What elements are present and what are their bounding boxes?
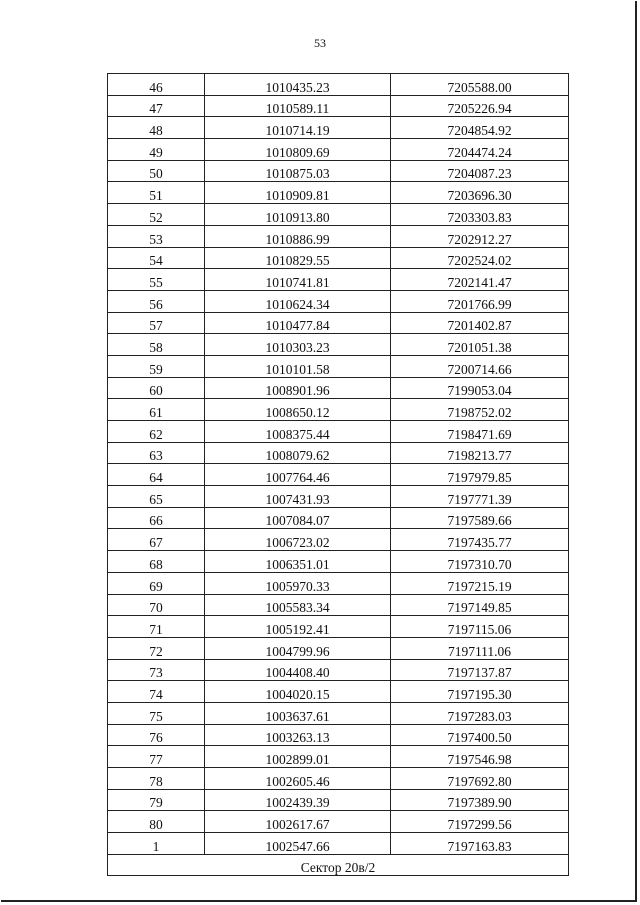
x-coordinate-cell: 1003637.61 xyxy=(205,702,391,724)
x-coordinate-cell: 1010913.80 xyxy=(205,204,391,226)
point-number-cell: 79 xyxy=(108,789,205,811)
x-coordinate-cell: 1004408.40 xyxy=(205,659,391,681)
x-coordinate-cell: 1010809.69 xyxy=(205,139,391,161)
x-coordinate-cell: 1010875.03 xyxy=(205,160,391,182)
y-coordinate-cell: 7197111.06 xyxy=(391,637,569,659)
point-number-cell: 74 xyxy=(108,681,205,703)
y-coordinate-cell: 7200714.66 xyxy=(391,355,569,377)
point-number-cell: 49 xyxy=(108,139,205,161)
table-row xyxy=(108,355,569,377)
y-coordinate-cell: 7201051.38 xyxy=(391,334,569,356)
x-coordinate-cell: 1004020.15 xyxy=(205,681,391,703)
point-number-cell: 73 xyxy=(108,659,205,681)
x-coordinate-cell: 1008079.62 xyxy=(205,442,391,464)
y-coordinate-cell: 7197400.50 xyxy=(391,724,569,746)
point-number-cell: 78 xyxy=(108,768,205,790)
table-row xyxy=(108,182,569,204)
point-number-cell: 58 xyxy=(108,334,205,356)
x-coordinate-cell: 1010435.23 xyxy=(205,74,391,96)
table-row xyxy=(108,768,569,790)
table-row xyxy=(108,247,569,269)
y-coordinate-cell: 7202912.27 xyxy=(391,225,569,247)
table-row xyxy=(108,204,569,226)
point-number-cell: 54 xyxy=(108,247,205,269)
point-number-cell: 63 xyxy=(108,442,205,464)
x-coordinate-cell: 1010829.55 xyxy=(205,247,391,269)
y-coordinate-cell: 7205588.00 xyxy=(391,74,569,96)
table-row xyxy=(108,421,569,443)
point-number-cell: 76 xyxy=(108,724,205,746)
table-row xyxy=(108,681,569,703)
x-coordinate-cell: 1005970.33 xyxy=(205,572,391,594)
point-number-cell: 51 xyxy=(108,182,205,204)
x-coordinate-cell: 1008901.96 xyxy=(205,377,391,399)
point-number-cell: 60 xyxy=(108,377,205,399)
y-coordinate-cell: 7197195.30 xyxy=(391,681,569,703)
coordinates-table-body xyxy=(108,74,569,855)
x-coordinate-cell: 1010886.99 xyxy=(205,225,391,247)
y-coordinate-cell: 7198213.77 xyxy=(391,442,569,464)
x-coordinate-cell: 1007764.46 xyxy=(205,464,391,486)
table-row xyxy=(108,399,569,421)
coordinates-table xyxy=(107,73,569,876)
table-row xyxy=(108,377,569,399)
point-number-cell: 52 xyxy=(108,204,205,226)
sector-label: Сектор 20в/2 xyxy=(108,854,569,876)
x-coordinate-cell: 1010741.81 xyxy=(205,269,391,291)
table-row xyxy=(108,659,569,681)
x-coordinate-cell: 1006351.01 xyxy=(205,551,391,573)
x-coordinate-cell: 1010101.58 xyxy=(205,355,391,377)
x-coordinate-cell: 1010589.11 xyxy=(205,95,391,117)
y-coordinate-cell: 7203303.83 xyxy=(391,204,569,226)
x-coordinate-cell: 1005192.41 xyxy=(205,616,391,638)
y-coordinate-cell: 7197435.77 xyxy=(391,529,569,551)
x-coordinate-cell: 1004799.96 xyxy=(205,637,391,659)
point-number-cell: 64 xyxy=(108,464,205,486)
table-row xyxy=(108,269,569,291)
x-coordinate-cell: 1002547.66 xyxy=(205,833,391,855)
y-coordinate-cell: 7197137.87 xyxy=(391,659,569,681)
point-number-cell: 80 xyxy=(108,811,205,833)
y-coordinate-cell: 7197115.06 xyxy=(391,616,569,638)
y-coordinate-cell: 7197163.83 xyxy=(391,833,569,855)
point-number-cell: 57 xyxy=(108,312,205,334)
x-coordinate-cell: 1002439.39 xyxy=(205,789,391,811)
point-number-cell: 66 xyxy=(108,507,205,529)
y-coordinate-cell: 7197215.19 xyxy=(391,572,569,594)
y-coordinate-cell: 7201766.99 xyxy=(391,290,569,312)
y-coordinate-cell: 7205226.94 xyxy=(391,95,569,117)
y-coordinate-cell: 7198752.02 xyxy=(391,399,569,421)
x-coordinate-cell: 1008375.44 xyxy=(205,421,391,443)
y-coordinate-cell: 7204854.92 xyxy=(391,117,569,139)
y-coordinate-cell: 7204474.24 xyxy=(391,139,569,161)
table-row xyxy=(108,594,569,616)
table-row xyxy=(108,464,569,486)
x-coordinate-cell: 1002899.01 xyxy=(205,746,391,768)
y-coordinate-cell: 7202524.02 xyxy=(391,247,569,269)
table-row xyxy=(108,529,569,551)
table-row xyxy=(108,833,569,855)
table-row xyxy=(108,139,569,161)
x-coordinate-cell: 1003263.13 xyxy=(205,724,391,746)
point-number-cell: 48 xyxy=(108,117,205,139)
table-row xyxy=(108,551,569,573)
x-coordinate-cell: 1008650.12 xyxy=(205,399,391,421)
point-number-cell: 69 xyxy=(108,572,205,594)
x-coordinate-cell: 1010714.19 xyxy=(205,117,391,139)
x-coordinate-cell: 1010303.23 xyxy=(205,334,391,356)
y-coordinate-cell: 7197299.56 xyxy=(391,811,569,833)
y-coordinate-cell: 7199053.04 xyxy=(391,377,569,399)
table-row xyxy=(108,616,569,638)
y-coordinate-cell: 7203696.30 xyxy=(391,182,569,204)
point-number-cell: 67 xyxy=(108,529,205,551)
table-row xyxy=(108,702,569,724)
y-coordinate-cell: 7197771.39 xyxy=(391,486,569,508)
y-coordinate-cell: 7204087.23 xyxy=(391,160,569,182)
y-coordinate-cell: 7201402.87 xyxy=(391,312,569,334)
point-number-cell: 71 xyxy=(108,616,205,638)
table-row xyxy=(108,334,569,356)
point-number-cell: 1 xyxy=(108,833,205,855)
x-coordinate-cell: 1010909.81 xyxy=(205,182,391,204)
point-number-cell: 72 xyxy=(108,637,205,659)
table-row xyxy=(108,95,569,117)
x-coordinate-cell: 1006723.02 xyxy=(205,529,391,551)
point-number-cell: 50 xyxy=(108,160,205,182)
y-coordinate-cell: 7198471.69 xyxy=(391,421,569,443)
point-number-cell: 59 xyxy=(108,355,205,377)
y-coordinate-cell: 7197389.90 xyxy=(391,789,569,811)
x-coordinate-cell: 1005583.34 xyxy=(205,594,391,616)
x-coordinate-cell: 1002605.46 xyxy=(205,768,391,790)
x-coordinate-cell: 1007084.07 xyxy=(205,507,391,529)
point-number-cell: 46 xyxy=(108,74,205,96)
table-row xyxy=(108,811,569,833)
table-row xyxy=(108,572,569,594)
point-number-cell: 53 xyxy=(108,225,205,247)
y-coordinate-cell: 7197546.98 xyxy=(391,746,569,768)
y-coordinate-cell: 7197589.66 xyxy=(391,507,569,529)
page-number: 53 xyxy=(314,36,326,50)
point-number-cell: 56 xyxy=(108,290,205,312)
y-coordinate-cell: 7197692.80 xyxy=(391,768,569,790)
point-number-cell: 75 xyxy=(108,702,205,724)
table-row xyxy=(108,117,569,139)
y-coordinate-cell: 7197149.85 xyxy=(391,594,569,616)
x-coordinate-cell: 1007431.93 xyxy=(205,486,391,508)
table-row xyxy=(108,746,569,768)
x-coordinate-cell: 1002617.67 xyxy=(205,811,391,833)
x-coordinate-cell: 1010624.34 xyxy=(205,290,391,312)
table-row xyxy=(108,789,569,811)
table-row xyxy=(108,486,569,508)
table-row xyxy=(108,290,569,312)
point-number-cell: 62 xyxy=(108,421,205,443)
point-number-cell: 77 xyxy=(108,746,205,768)
y-coordinate-cell: 7197283.03 xyxy=(391,702,569,724)
table-row xyxy=(108,442,569,464)
y-coordinate-cell: 7197310.70 xyxy=(391,551,569,573)
table-row xyxy=(108,507,569,529)
point-number-cell: 70 xyxy=(108,594,205,616)
table-row xyxy=(108,724,569,746)
point-number-cell: 68 xyxy=(108,551,205,573)
point-number-cell: 61 xyxy=(108,399,205,421)
table-row xyxy=(108,160,569,182)
point-number-cell: 55 xyxy=(108,269,205,291)
table-footer-row xyxy=(108,854,569,876)
point-number-cell: 65 xyxy=(108,486,205,508)
table-row xyxy=(108,225,569,247)
point-number-cell: 47 xyxy=(108,95,205,117)
table-row xyxy=(108,637,569,659)
y-coordinate-cell: 7197979.85 xyxy=(391,464,569,486)
y-coordinate-cell: 7202141.47 xyxy=(391,269,569,291)
x-coordinate-cell: 1010477.84 xyxy=(205,312,391,334)
table-row xyxy=(108,74,569,96)
table-row xyxy=(108,312,569,334)
